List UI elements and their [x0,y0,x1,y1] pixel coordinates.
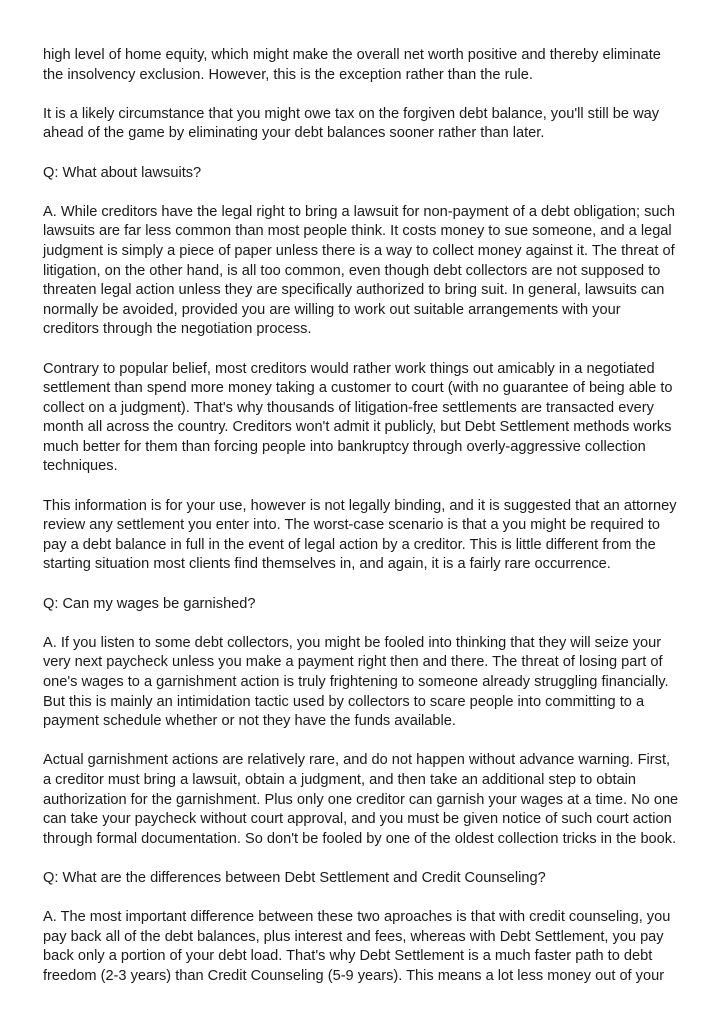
question-settlement-vs-counseling: Q: What are the differences between Debt Settlement and Credit Counseling? [43,869,546,886]
paragraph-legal-disclaimer: This information is for your use, however is not legally binding, and it is suggested that an attorney review any settlement you enter into. The worst-case scenario is that a you might be required to pay a debt balance in full in the event of legal action by a creditor. This is little different from the starting situation most clients find themselves in, and again, it is a fairly rare occurrence. [43,497,677,573]
answer-lawsuits: A. While creditors have the legal right to bring a lawsuit for non-payment of a debt obligation; such lawsuits are far less common than most people think. It costs money to sue someone, and a legal judgment is simply a piece of paper unless there is a way to collect money against it. The threat of litigation, on the other hand, is all too common, even though debt collectors are not supposed to threaten legal action unless they are specifically authorized to bring suit. In general, lawsuits can normally be avoided, provided you are willing to work out suitable arrangements with your creditors through the negotiation process. [43,203,675,338]
paragraph-home-equity: high level of home equity, which might make the overall net worth positive and thereby eliminate the insolvency exclusion. However, this is the exception rather than the rule. [43,47,661,83]
question-lawsuits: Q: What about lawsuits? [43,164,202,181]
paragraph-negotiated-settlement: Contrary to popular belief, most creditors would rather work things out amicably in a negotiated settlement than spend more money taking a customer to court (with no guarantee of being able to collect on a judgment). That's why thousands of litigation-free settlements are transacted every month all across the country. Creditors won't admit it publicly, but Debt Settlement methods works much better for them than forcing people into bankruptcy through overly-aggressive collection techniques. [43,360,673,475]
answer-wage-garnishment: A. If you listen to some debt collectors, you might be fooled into thinking that they will seize your very next paycheck unless you make a payment right then and there. The threat of losing part of one's wages to a garnishment action is truly frightening to someone already struggling financially. But this is mainly an intimidation tactic used by collectors to scare people into committing to a payment schedule whether or not they have the funds available. [43,634,669,730]
document-page [43,46,688,1006]
answer-settlement-vs-counseling: A. The most important difference between these two aproaches is that with credit counseling, you pay back all of the debt balances, plus interest and fees, whereas with Debt Settlement, you pay back only a portion of your debt load. That's why Debt Settlement is a much faster path to debt freedom (2-3 years) than Credit Counseling (5-9 years). This means a lot less money out of your [43,909,671,984]
paragraph-garnishment-actions: Actual garnishment actions are relatively rare, and do not happen without advance warning. First, a creditor must bring a lawsuit, obtain a judgment, and then take an additional step to obtain authorization for the garnishment. Plus only one creditor can garnish your wages at a time. No one can take your paycheck without court approval, and you must be given notice of such court action through formal documentation. So don't be fooled by one of the oldest collection tricks in the book. [43,752,679,847]
paragraph-forgiven-debt-tax: It is a likely circumstance that you might owe tax on the forgiven debt balance, you'll still be way ahead of the game by eliminating your debt balances sooner rather than later. [43,105,660,142]
question-wage-garnishment: Q: Can my wages be garnished? [43,595,256,612]
